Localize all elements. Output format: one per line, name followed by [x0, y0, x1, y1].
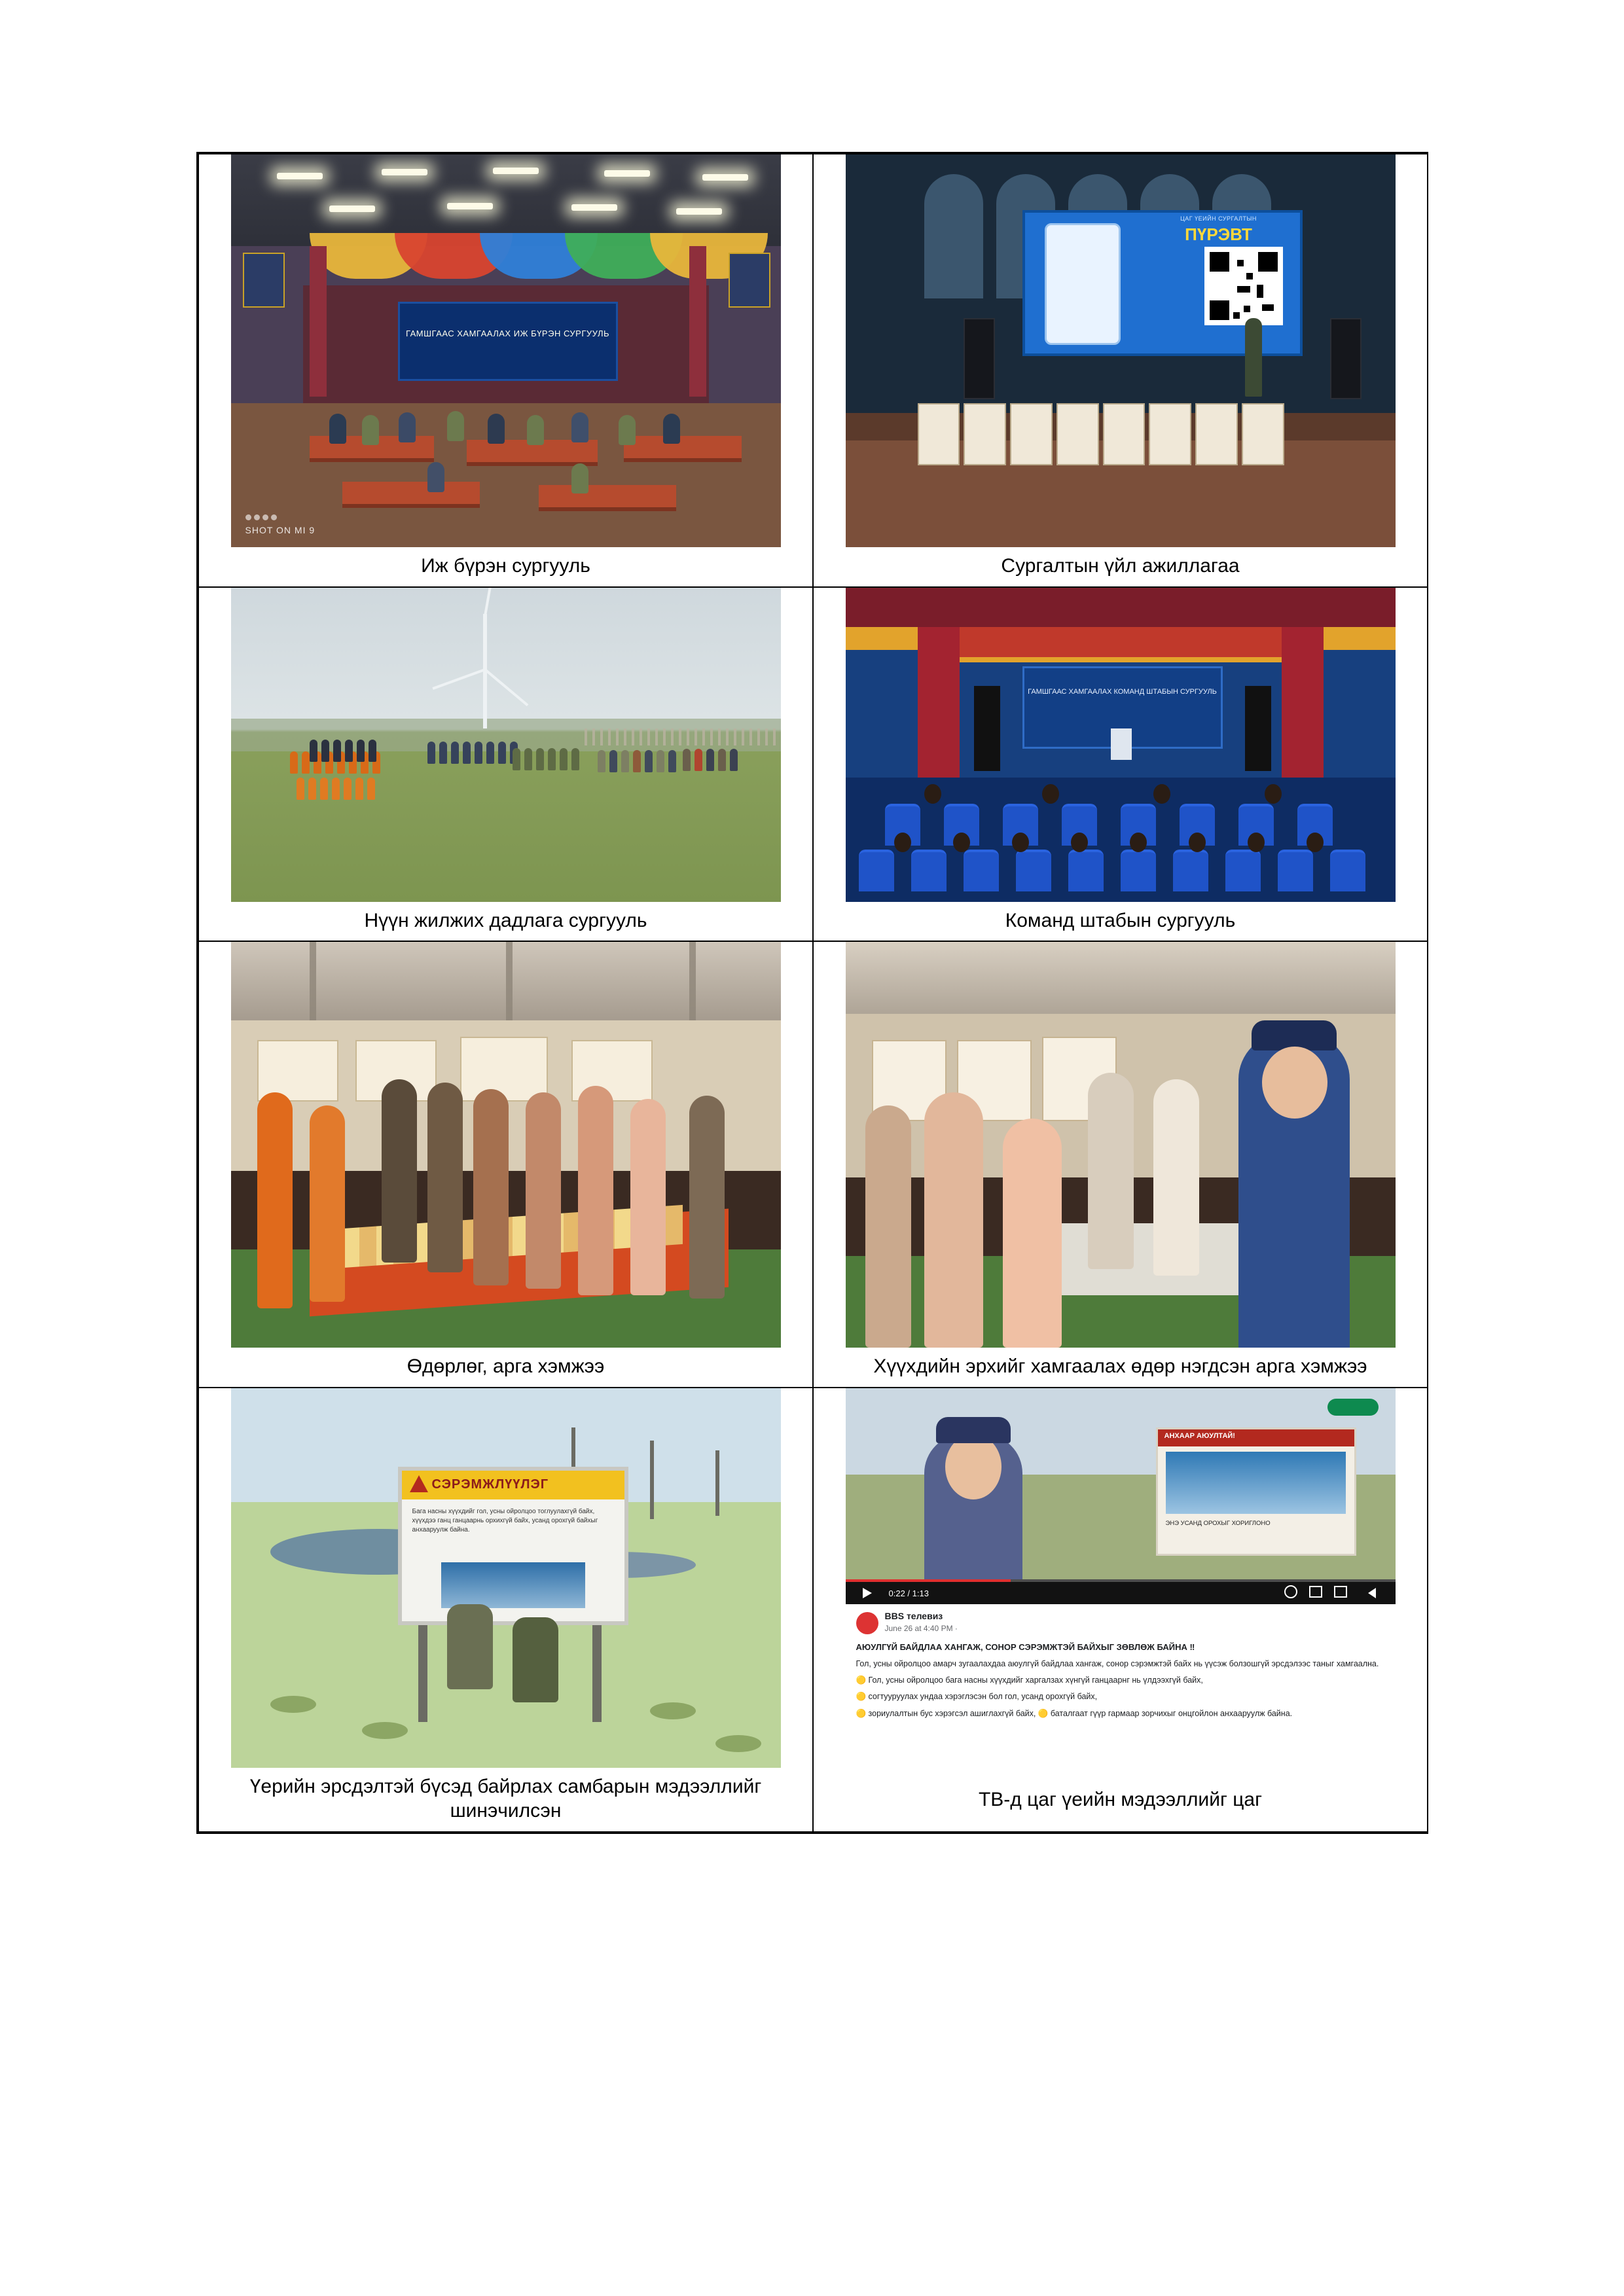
table-cell	[813, 587, 1428, 942]
anchor-face	[945, 1434, 1001, 1499]
table-cell	[813, 941, 1428, 1388]
table-cell	[198, 154, 813, 587]
photo-cell	[199, 1388, 812, 1831]
post-meta: June 26 at 4:40 PM ·	[884, 1623, 958, 1633]
post-bullet: 🟡 Гол, усны ойролцоо бага насны хүүхдийг харгалзах хүнгүй ганцаарнг нь үлдээхгүй байх,	[856, 1675, 1203, 1685]
facebook-post	[846, 1604, 1396, 1781]
photo-cell	[199, 588, 812, 941]
sign-body-text: Бага насны хүүхдийг гол, усны ойролцоо тоглуулахгүй байх, хүүхдээ ганц ганцаарнь орхихгүй байх, усанд орохгүй байхыг анхааруулж байна.	[412, 1507, 598, 1534]
assembly-hall-training-photo	[231, 154, 781, 547]
photo-cell	[199, 942, 812, 1387]
table-cell	[198, 941, 813, 1388]
banner-title: ПҮРЭВТ	[1185, 224, 1252, 244]
officer-face	[1262, 1047, 1327, 1119]
wall-emblem	[243, 253, 285, 308]
phone-mockup	[1045, 223, 1121, 345]
worker-2	[513, 1617, 558, 1702]
video-controls-bar[interactable]	[846, 1582, 1396, 1604]
table-row	[198, 941, 1428, 1388]
table-cell	[198, 1388, 813, 1832]
video-insert-graphic	[1156, 1427, 1356, 1556]
flood-risk-board-photo	[231, 1388, 781, 1768]
anchor-cap	[936, 1417, 1011, 1443]
tent-open-day-photo	[231, 942, 781, 1348]
post-paragraph: Гол, усны ойролцоо амарч зугаалахдаа аюулгүй байдлаа хангаж, сонор сэрэмжтэй байх нь үүсэж болзошгүй эрсдэлээс таныг хамгаална.	[856, 1659, 1379, 1668]
field-formation-drill-photo	[231, 588, 781, 902]
banner-subtitle: ЦАГ ҮЕИЙН СУРГАЛТЫН	[1180, 215, 1257, 222]
photo-cell	[814, 154, 1427, 586]
fullscreen-icon[interactable]	[1334, 1586, 1347, 1598]
photo-caption: Хүүхдийн эрхийг хамгаалах өдөр нэгдсэн арга хэмжээ	[873, 1355, 1367, 1377]
photo-caption: Өдөрлөг, арга хэмжээ	[406, 1355, 605, 1377]
play-icon[interactable]	[863, 1588, 872, 1598]
watermark-dots	[245, 512, 291, 518]
table-cell	[813, 1388, 1428, 1832]
tv-facebook-post-photo	[846, 1388, 1396, 1781]
sign-header-text: СЭРЭМЖЛҮҮЛЭГ	[431, 1477, 549, 1492]
podium	[1111, 728, 1132, 760]
photo-cell	[199, 154, 812, 586]
photo-caption: Иж бүрэн сургууль	[421, 555, 590, 577]
table-row	[198, 587, 1428, 942]
table-row	[198, 1388, 1428, 1832]
wall-emblem-right	[729, 253, 770, 308]
avatar	[856, 1612, 878, 1634]
warning-sign-board	[398, 1467, 628, 1625]
sign-header-bar	[402, 1471, 624, 1499]
insert-subtitle: ЭНЭ УСАНД ОРОХЫГ ХОРИГЛОНО	[1165, 1519, 1271, 1527]
photo-caption: Нүүн жилжих дадлага сургууль	[364, 909, 647, 931]
presentation-screen	[398, 302, 618, 381]
table-cell	[813, 154, 1428, 587]
warning-triangle-icon	[410, 1475, 428, 1492]
photo-caption: Үерийн эрсдэлтэй бүсэд байрлах самбарын мэдээллийг шинэчилсэн	[249, 1775, 762, 1821]
photo-cell	[814, 942, 1427, 1387]
screen-text: ГАМШГААС ХАМГААЛАХ КОМАНД ШТАБЫН СУРГУУЛЬ	[1028, 687, 1217, 696]
volume-icon[interactable]	[1368, 1588, 1376, 1598]
standing-person	[1245, 318, 1262, 397]
background-fence	[585, 728, 781, 745]
photo-caption: Сургалтын үйл ажиллагаа	[1001, 555, 1240, 577]
photo-grid	[196, 152, 1428, 1834]
insert-title: АНХААР АЮУЛТАЙ!	[1164, 1431, 1235, 1440]
photo-caption: Команд штабын сургууль	[1005, 909, 1236, 931]
table-cell	[198, 587, 813, 942]
screen-text: ГАМШГААС ХАМГААЛАХ ИЖ БҮРЭН СУРГУУЛЬ	[405, 329, 610, 338]
qr-code	[1204, 247, 1283, 325]
photo-caption: ТВ-д цаг үеийн мэдээллийг цаг	[978, 1788, 1263, 1810]
sign-photo	[441, 1562, 585, 1608]
post-bullet: 🟡 согтууруулах ундаа хэрэглэсэн бол гол, усанд орохгүй байх,	[856, 1692, 1098, 1702]
video-player[interactable]	[846, 1388, 1396, 1604]
channel-logo	[1327, 1399, 1379, 1416]
photo-table	[198, 153, 1428, 1833]
video-time: 0:22 / 1:13	[888, 1588, 929, 1598]
watermark-text: SHOT ON MI 9	[245, 525, 316, 535]
photo-cell	[814, 1388, 1427, 1820]
gear-icon[interactable]	[1284, 1585, 1297, 1598]
post-body	[856, 1658, 1380, 1721]
post-headline: АЮУЛГҮЙ БАЙДЛАА ХАНГАЖ, СОНОР СЭРЭМЖТЭЙ БАЙХЫГ ЗӨВЛӨЖ БАЙНА ‼	[856, 1641, 1195, 1652]
stage-valance	[918, 627, 1324, 662]
insert-image	[1166, 1452, 1346, 1514]
children-rights-day-photo	[846, 942, 1396, 1348]
page-name[interactable]: BBS телевиз	[884, 1610, 943, 1621]
subtitles-icon[interactable]	[1309, 1586, 1322, 1598]
photo-cell	[814, 588, 1427, 941]
stage-qr-banner-photo	[846, 154, 1396, 547]
table-row	[198, 154, 1428, 587]
info-boards	[918, 403, 1284, 465]
worker-1	[447, 1604, 493, 1689]
blue-auditorium-photo	[846, 588, 1396, 902]
post-bullet: 🟡 зориулалтын бус хэрэгсэл ашиглахгүй байх, 🟡 баталгаат гүүр гармаар зорчихыг онцгойлон анхааруулж байна.	[856, 1708, 1293, 1718]
